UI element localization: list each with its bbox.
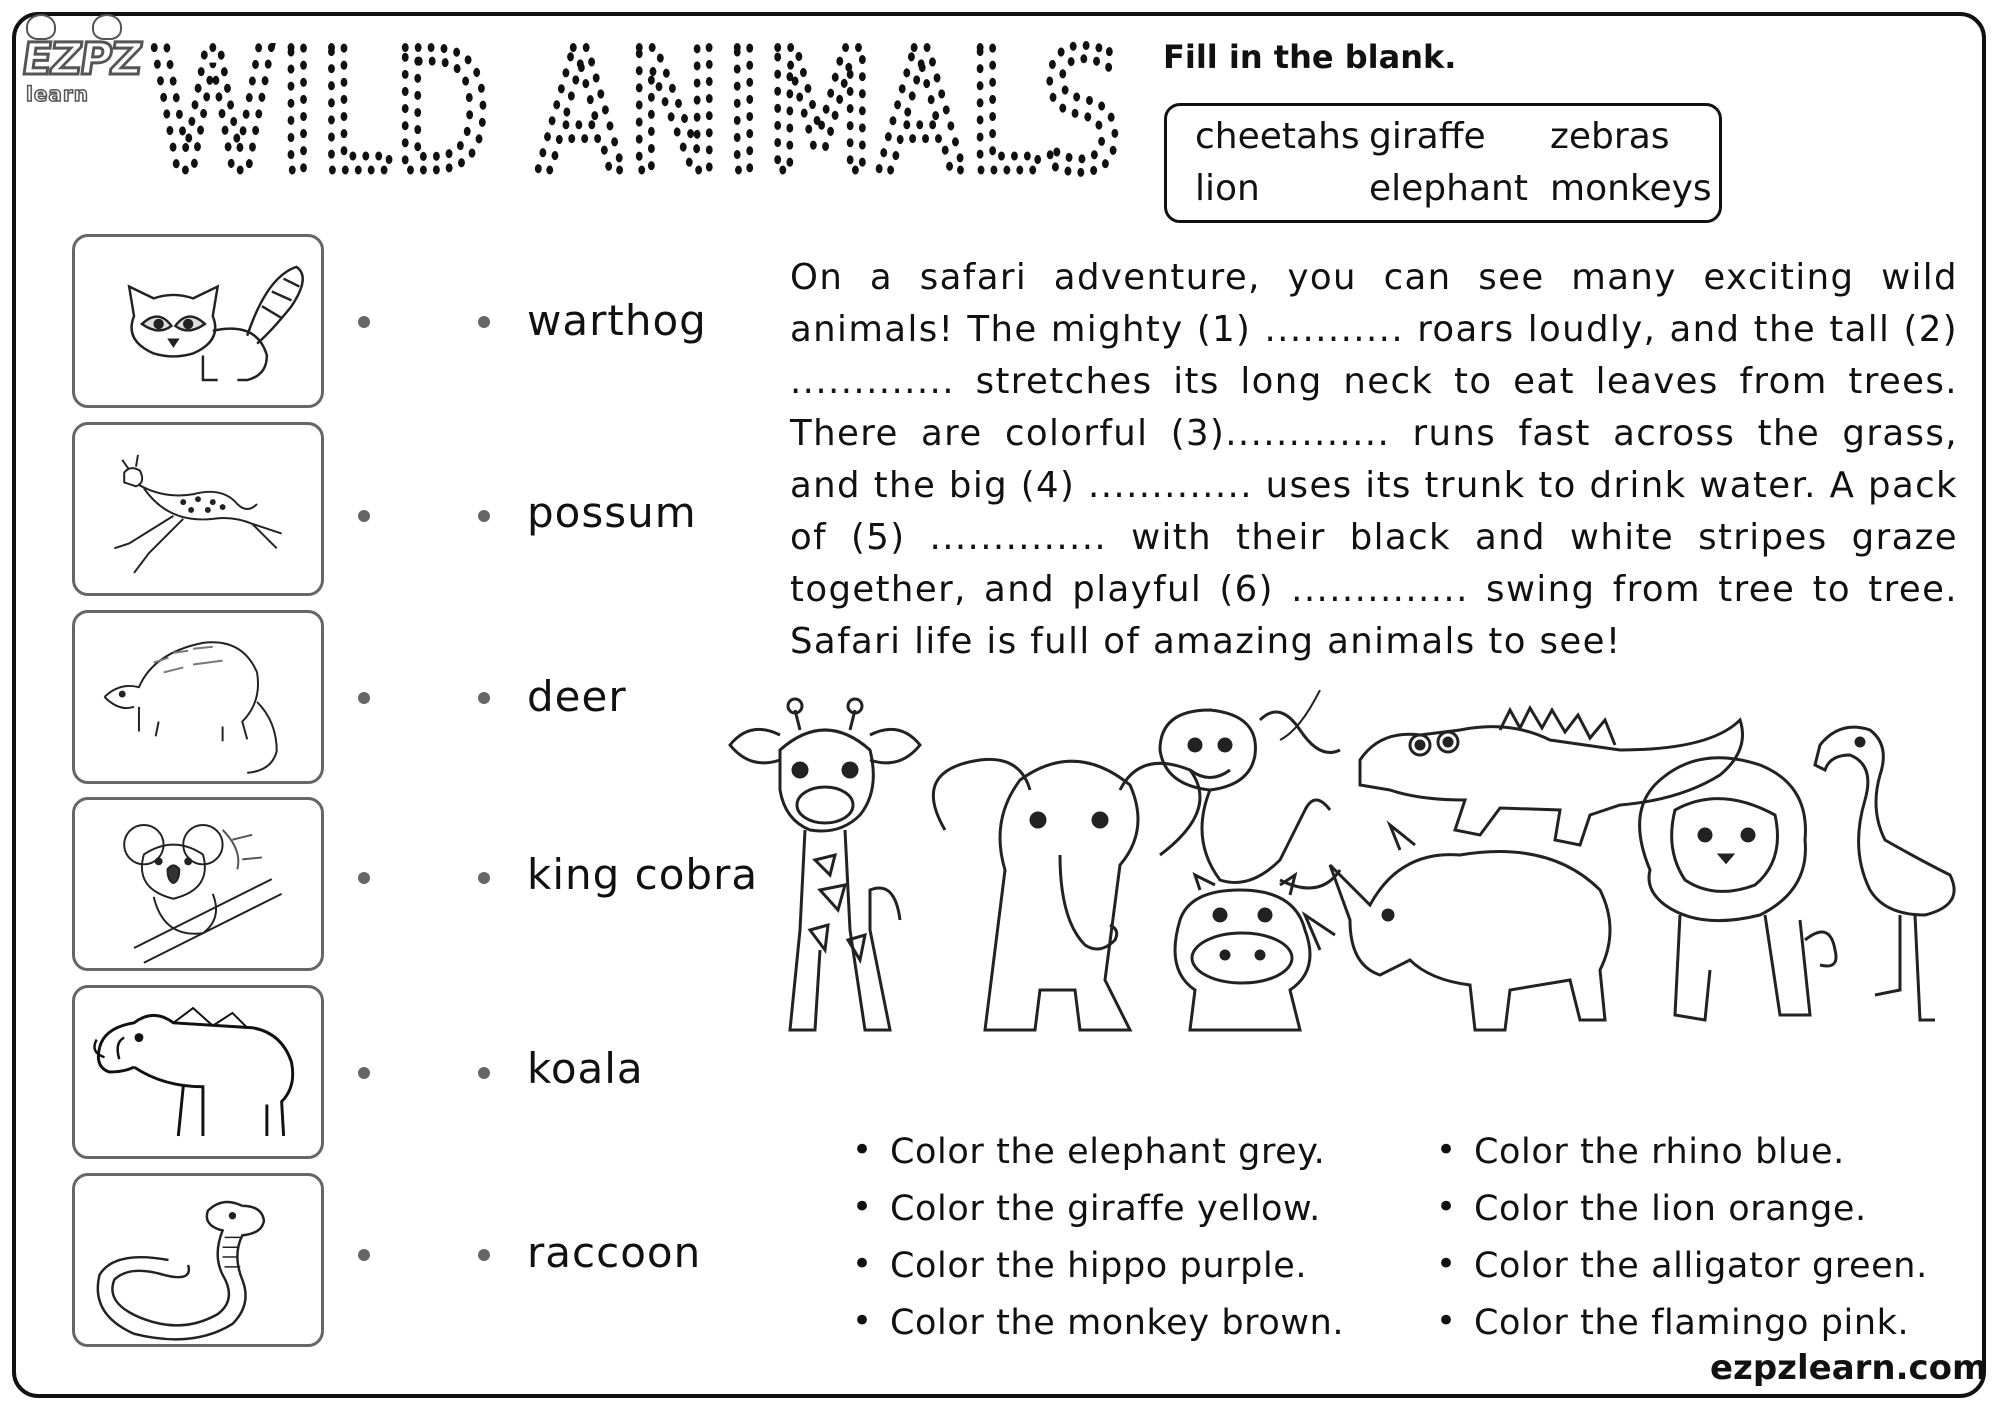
- match-dot-right[interactable]: [478, 1249, 490, 1261]
- logo-brand: EZPZ: [18, 34, 144, 85]
- koala-image: [72, 797, 324, 971]
- color-instruction: • Color the lion orange.: [1474, 1189, 1867, 1229]
- match-dot-right[interactable]: [478, 510, 490, 522]
- raccoon-image: [72, 234, 324, 408]
- color-instruction: • Color the giraffe yellow.: [890, 1189, 1321, 1229]
- match-dot-left[interactable]: [358, 510, 370, 522]
- color-instruction: • Color the elephant grey.: [890, 1132, 1325, 1172]
- hippo-drawing: [1175, 875, 1310, 1030]
- match-dot-left[interactable]: [358, 1249, 370, 1261]
- word-bank-item: cheetahs: [1195, 116, 1360, 157]
- fill-in-blank-label: Fill in the blank.: [1163, 38, 1457, 76]
- match-dot-right[interactable]: [478, 316, 490, 328]
- logo-sub: learn: [26, 82, 90, 106]
- match-dot-right[interactable]: [478, 692, 490, 704]
- possum-image: [72, 610, 324, 784]
- website-url: ezpzlearn.com: [1710, 1348, 1988, 1388]
- match-word: raccoon: [527, 1228, 702, 1277]
- word-bank-item: elephant: [1369, 168, 1528, 209]
- match-word: warthog: [527, 296, 707, 345]
- word-bank: [1164, 103, 1722, 223]
- safari-paragraph: On a safari adventure, you can see many exciting wild animals! The mighty (1) ........... roars loudly, and the tall (2) ............. stretches its long neck to eat leaves from trees. There are colorful (3)............. runs fast across the grass, and the big (4) ............. uses its trunk to drink water. A pack of (5) .............. with their black and white stripes graze together, and playful (6) .............. swing from tree to tree. Safari life is full of amazing animals to see!: [790, 257, 1958, 662]
- warthog-image: [72, 985, 324, 1159]
- match-word: possum: [527, 488, 697, 537]
- king-cobra-image: [72, 1173, 324, 1347]
- word-bank-item: monkeys: [1550, 168, 1712, 209]
- color-instruction: • Color the rhino blue.: [1474, 1132, 1845, 1172]
- worksheet-title: [150, 28, 1140, 188]
- match-dot-right[interactable]: [478, 872, 490, 884]
- ezpz-logo: [16, 14, 144, 106]
- giraffe-drawing: [730, 699, 920, 1030]
- color-instruction: • Color the flamingo pink.: [1474, 1303, 1909, 1343]
- svg-text:WILD ANIMALS: WILD ANIMALS: [150, 28, 1125, 188]
- deer-image: [72, 422, 324, 596]
- match-word: koala: [527, 1044, 644, 1093]
- match-dot-left[interactable]: [358, 872, 370, 884]
- match-word: deer: [527, 672, 627, 721]
- color-instruction: • Color the hippo purple.: [890, 1246, 1307, 1286]
- word-bank-item: giraffe: [1369, 116, 1486, 157]
- word-bank-item: lion: [1195, 168, 1260, 209]
- elephant-drawing: [933, 759, 1200, 1030]
- match-dot-right[interactable]: [478, 1067, 490, 1079]
- match-dot-left[interactable]: [358, 316, 370, 328]
- safari-animals-illustration: [720, 690, 1980, 1110]
- match-dot-left[interactable]: [358, 1067, 370, 1079]
- color-instruction: • Color the alligator green.: [1474, 1246, 1928, 1286]
- word-bank-item: zebras: [1550, 116, 1670, 157]
- match-word: king cobra: [527, 850, 759, 899]
- monkey-drawing: [1160, 690, 1340, 888]
- rhino-drawing: [1305, 825, 1610, 1030]
- color-instruction: • Color the monkey brown.: [890, 1303, 1344, 1343]
- alligator-drawing: [1360, 708, 1743, 845]
- match-dot-left[interactable]: [358, 692, 370, 704]
- flamingo-drawing: [1815, 727, 1954, 1020]
